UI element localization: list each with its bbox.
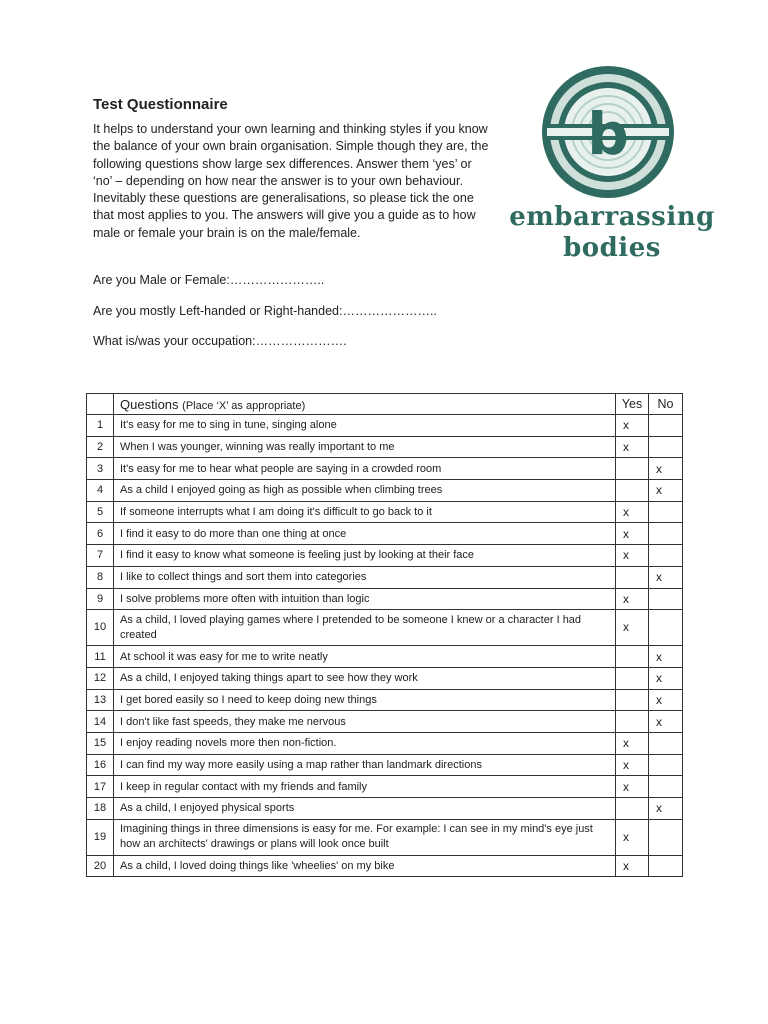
header-questions-label: Questions — [120, 396, 179, 412]
yes-answer-cell[interactable] — [616, 480, 649, 502]
question-text-cell: Imagining things in three dimensions is easy for me. For example: I can see in my mind's eye just how an architects' drawings or plans will look once built — [114, 819, 616, 855]
question-text-cell: As a child, I enjoyed taking things apart to see how they work — [114, 667, 616, 689]
header-number-cell — [87, 394, 114, 415]
no-answer-cell[interactable]: x — [649, 480, 683, 502]
yes-answer-cell[interactable]: x — [616, 819, 649, 855]
yes-answer-cell[interactable]: x — [616, 415, 649, 437]
question-row — [87, 754, 683, 776]
document-title: Test Questionnaire — [93, 96, 228, 113]
question-text-cell: As a child, I loved playing games where I pretended to be someone I knew or a character I had created — [114, 610, 616, 646]
yes-answer-cell[interactable]: x — [616, 588, 649, 610]
yes-answer-cell[interactable]: x — [616, 436, 649, 458]
yes-answer-cell[interactable] — [616, 458, 649, 480]
question-row — [87, 436, 683, 458]
question-row — [87, 610, 683, 646]
question-number-cell: 7 — [87, 545, 114, 567]
logo-brand-line-2: bodies — [563, 233, 661, 263]
question-number-cell: 17 — [87, 776, 114, 798]
no-answer-cell[interactable]: x — [649, 458, 683, 480]
header-yes-cell: Yes — [616, 394, 649, 415]
question-text-cell: I like to collect things and sort them into categories — [114, 566, 616, 588]
no-answer-cell[interactable] — [649, 436, 683, 458]
yes-answer-cell[interactable] — [616, 711, 649, 733]
yes-answer-cell[interactable]: x — [616, 545, 649, 567]
question-text-cell: At school it was easy for me to write neatly — [114, 646, 616, 668]
question-text-cell: I can find my way more easily using a map rather than landmark directions — [114, 754, 616, 776]
question-text-cell: I find it easy to know what someone is feeling just by looking at their face — [114, 545, 616, 567]
question-number-cell: 20 — [87, 855, 114, 877]
question-row — [87, 480, 683, 502]
yes-answer-cell[interactable]: x — [616, 754, 649, 776]
question-row — [87, 588, 683, 610]
question-text-cell: As a child, I enjoyed physical sports — [114, 798, 616, 820]
question-number-cell: 16 — [87, 754, 114, 776]
question-row — [87, 776, 683, 798]
logo-brand-line-1: embarrassing — [509, 202, 715, 232]
yes-answer-cell[interactable] — [616, 689, 649, 711]
question-number-cell: 3 — [87, 458, 114, 480]
gender-field: Are you Male or Female:………………….. — [93, 273, 325, 287]
question-text-cell: When I was younger, winning was really important to me — [114, 436, 616, 458]
question-row — [87, 646, 683, 668]
questionnaire-table — [86, 393, 683, 877]
no-answer-cell[interactable]: x — [649, 711, 683, 733]
question-text-cell: I get bored easily so I need to keep doing new things — [114, 689, 616, 711]
question-number-cell: 15 — [87, 732, 114, 754]
question-row — [87, 566, 683, 588]
no-answer-cell[interactable]: x — [649, 798, 683, 820]
question-row — [87, 689, 683, 711]
question-row — [87, 501, 683, 523]
no-answer-cell[interactable]: x — [649, 646, 683, 668]
yes-answer-cell[interactable] — [616, 667, 649, 689]
no-answer-cell[interactable] — [649, 819, 683, 855]
yes-answer-cell[interactable]: x — [616, 732, 649, 754]
question-text-cell: I enjoy reading novels more then non-fiction. — [114, 732, 616, 754]
questions-body — [87, 415, 683, 877]
question-row — [87, 855, 683, 877]
no-answer-cell[interactable] — [649, 545, 683, 567]
question-number-cell: 5 — [87, 501, 114, 523]
question-row — [87, 732, 683, 754]
question-row — [87, 458, 683, 480]
question-number-cell: 14 — [87, 711, 114, 733]
no-answer-cell[interactable]: x — [649, 566, 683, 588]
intro-paragraph: It helps to understand your own learning and thinking styles if you know the balance of your own brain organisation. Simple though they are, the following questions show large sex differences. Answer them ‘yes’ or ‘no’ – depending on how near the answer is to your own behaviour. Inevitably these questions are generalisations, so please tick the one that most applies to you. The answers will give you a guide as to how male or female your brain is on the male/female. — [93, 122, 489, 240]
question-text-cell: It's easy for me to hear what people are saying in a crowded room — [114, 458, 616, 480]
no-answer-cell[interactable] — [649, 754, 683, 776]
yes-answer-cell[interactable]: x — [616, 523, 649, 545]
table-header-row — [87, 394, 683, 415]
question-text-cell: I keep in regular contact with my friends and family — [114, 776, 616, 798]
yes-answer-cell[interactable]: x — [616, 501, 649, 523]
question-row — [87, 545, 683, 567]
no-answer-cell[interactable] — [649, 855, 683, 877]
embarrassing-bodies-logo — [503, 55, 721, 263]
no-answer-cell[interactable] — [649, 732, 683, 754]
no-answer-cell[interactable] — [649, 610, 683, 646]
occupation-field: What is/was your occupation:…………………. — [93, 334, 347, 348]
logo-letter: b — [587, 100, 629, 168]
question-text-cell: It's easy for me to sing in tune, singing alone — [114, 415, 616, 437]
question-text-cell: I don't like fast speeds, they make me nervous — [114, 711, 616, 733]
yes-answer-cell[interactable] — [616, 566, 649, 588]
question-number-cell: 9 — [87, 588, 114, 610]
question-row — [87, 711, 683, 733]
question-number-cell: 8 — [87, 566, 114, 588]
no-answer-cell[interactable] — [649, 588, 683, 610]
question-number-cell: 18 — [87, 798, 114, 820]
question-number-cell: 13 — [87, 689, 114, 711]
question-row — [87, 819, 683, 855]
no-answer-cell[interactable] — [649, 501, 683, 523]
question-number-cell: 6 — [87, 523, 114, 545]
no-answer-cell[interactable] — [649, 415, 683, 437]
question-text-cell: As a child I enjoyed going as high as possible when climbing trees — [114, 480, 616, 502]
question-number-cell: 19 — [87, 819, 114, 855]
no-answer-cell[interactable] — [649, 523, 683, 545]
question-number-cell: 11 — [87, 646, 114, 668]
question-number-cell: 2 — [87, 436, 114, 458]
question-row — [87, 415, 683, 437]
no-answer-cell[interactable]: x — [649, 667, 683, 689]
header-no-cell: No — [649, 394, 683, 415]
question-number-cell: 12 — [87, 667, 114, 689]
no-answer-cell[interactable] — [649, 776, 683, 798]
yes-answer-cell[interactable]: x — [616, 776, 649, 798]
question-number-cell: 4 — [87, 480, 114, 502]
yes-answer-cell[interactable] — [616, 798, 649, 820]
logo-emblem-icon — [503, 55, 721, 205]
no-answer-cell[interactable]: x — [649, 689, 683, 711]
question-number-cell: 1 — [87, 415, 114, 437]
question-text-cell: I find it easy to do more than one thing at once — [114, 523, 616, 545]
yes-answer-cell[interactable] — [616, 646, 649, 668]
yes-answer-cell[interactable]: x — [616, 855, 649, 877]
question-text-cell: I solve problems more often with intuition than logic — [114, 588, 616, 610]
header-questions-cell — [114, 394, 616, 415]
handedness-field: Are you mostly Left-handed or Right-handed:………………….. — [93, 304, 437, 318]
question-text-cell: If someone interrupts what I am doing it's difficult to go back to it — [114, 501, 616, 523]
question-row — [87, 523, 683, 545]
question-row — [87, 667, 683, 689]
question-number-cell: 10 — [87, 610, 114, 646]
header-questions-note: (Place ‘X’ as appropriate) — [182, 399, 306, 412]
yes-answer-cell[interactable]: x — [616, 610, 649, 646]
question-text-cell: As a child, I loved doing things like 'wheelies' on my bike — [114, 855, 616, 877]
question-row — [87, 798, 683, 820]
